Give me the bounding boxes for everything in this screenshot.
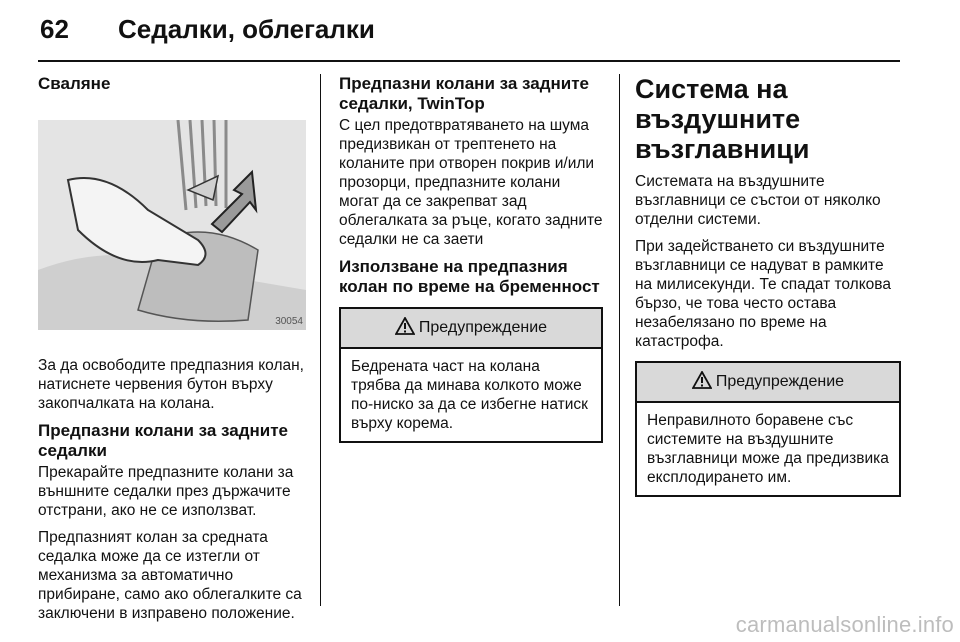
column-2: [339, 74, 603, 443]
watermark: carmanualsonline.info: [735, 612, 954, 637]
column-1: [38, 74, 306, 631]
release-paragraph: За да освободите предпазния колан, натиснете червения бутон върху закопчалката на колана.: [38, 357, 304, 412]
rear-belts-paragraph-2: Предпазният колан за средната седалка може да се изтегли от механизма за автоматично прибиране, само ако облегалките са заключени в изправено положение.: [38, 529, 302, 622]
warning-header: [341, 309, 601, 349]
column-divider-2: [619, 74, 620, 606]
column-3: [635, 74, 901, 497]
warning-box-pregnancy: [339, 307, 603, 443]
figure-code: 30054: [275, 316, 303, 327]
section-heading-airbags: Система на въздушните възглавници: [635, 74, 810, 164]
section-heading-pregnancy: Използване на предпазния колан по време на бременност: [339, 257, 600, 296]
section-heading-release: Сваляне: [38, 74, 111, 93]
page-header: [0, 0, 960, 62]
warning-title: Предупреждение: [715, 373, 845, 390]
chapter-title: Седалки, облегалки: [118, 14, 375, 44]
airbags-paragraph-1: Системата на въздушните възглавници се състои от няколко отделни системи.: [635, 173, 881, 228]
warning-header: [637, 363, 899, 403]
column-divider-1: [320, 74, 321, 606]
header-rule: [38, 60, 900, 62]
seatbelt-buckle-illustration: [38, 120, 306, 330]
twintop-paragraph: С цел предотвратяването на шума предизвикан от трептенето на коланите при отворен покрив и/или прозорци, предпазните колани могат да се закрепват зад облегалката за ръце, когато задните седалки не са заети: [339, 117, 603, 248]
warning-title: Предупреждение: [418, 319, 548, 336]
warning-box-airbags: [635, 361, 901, 497]
rear-belts-paragraph-1: Прекарайте предпазните колани за външните седалки през държачите отстрани, ако не се използват.: [38, 464, 294, 519]
section-heading-rear-belts: Предпазни колани за задните седалки: [38, 421, 288, 460]
warning-icon: [692, 371, 712, 394]
warning-text: Бедрената част на колана трябва да минава колкото може по-ниско за да се избегне натиск върху корема.: [351, 358, 588, 432]
page-number: 62: [40, 14, 69, 44]
warning-text: Неправилното боравене със системите на въздушните възглавници може да предизвика експлодирането им.: [647, 412, 889, 486]
airbags-paragraph-2: При задействането си въздушните възглавници се надуват в рамките на милисекунди. Те спадат толкова бързо, че това често остава незабелязано по време на катастрофа.: [635, 238, 891, 350]
section-heading-twintop: Предпазни колани за задните седалки, TwinTop: [339, 74, 589, 113]
warning-icon: [395, 317, 415, 340]
seatbelt-release-figure: [38, 120, 306, 330]
